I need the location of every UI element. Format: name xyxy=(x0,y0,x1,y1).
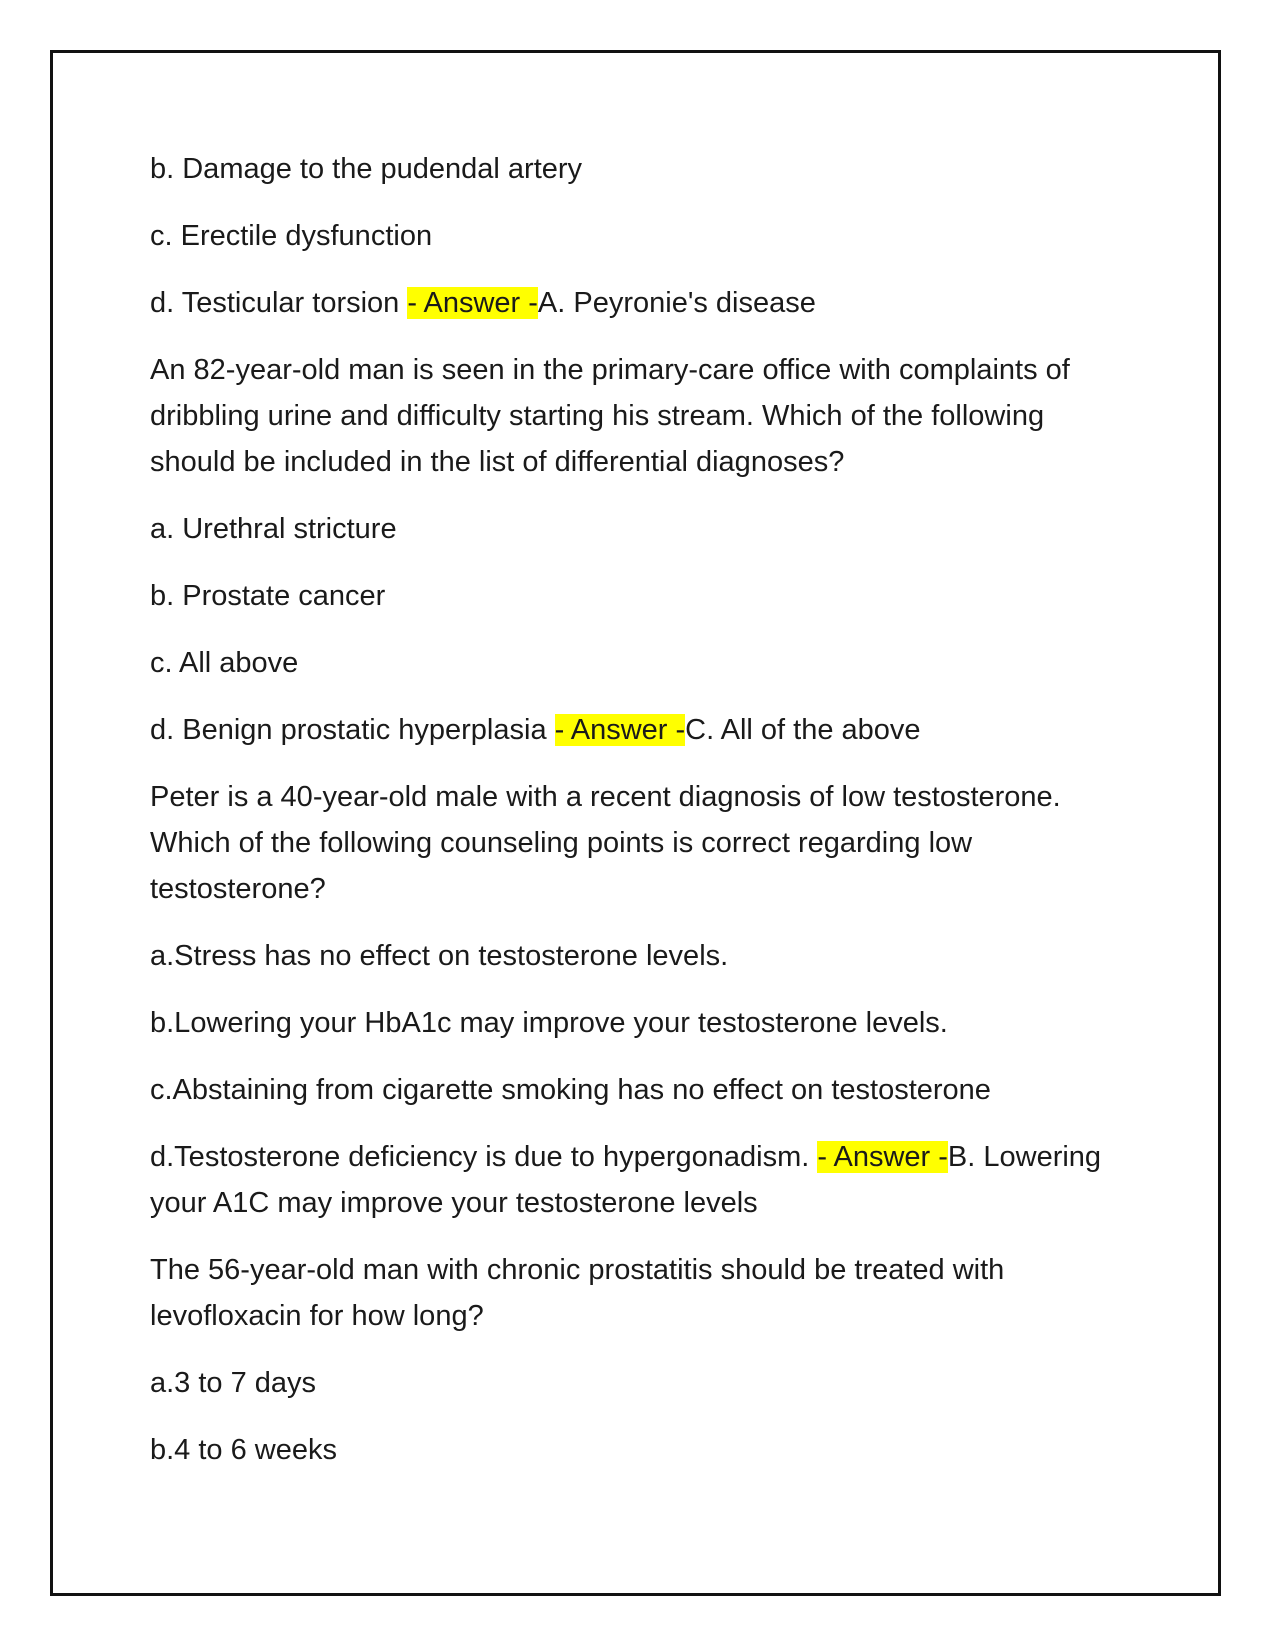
option-d-testicular-torsion xyxy=(150,280,1130,326)
option-d-bph xyxy=(150,707,1130,753)
answer-highlight: - Answer - xyxy=(554,714,686,746)
option-text: d. Benign prostatic hyperplasia xyxy=(150,714,555,746)
answer-highlight: - Answer - xyxy=(817,1141,948,1173)
option-c-erectile-dysfunction: c. Erectile dysfunction xyxy=(150,220,433,252)
option-b-prostate-cancer: b. Prostate cancer xyxy=(150,580,386,612)
answer-text: A. Peyronie's disease xyxy=(537,287,816,319)
question-chronic-prostatitis: The 56-year-old man with chronic prostatitis should be treated with levofloxacin for how long? xyxy=(150,1254,1005,1332)
question-low-testosterone: Peter is a 40-year-old male with a recent diagnosis of low testosterone. Which of the following counseling points is correct regarding low testosterone? xyxy=(150,781,1061,905)
answer-text: B. Lowering your A1C may improve your testosterone levels xyxy=(150,1141,1102,1219)
option-a-stress: a.Stress has no effect on testosterone levels. xyxy=(150,940,729,972)
document-body xyxy=(150,146,1130,1494)
option-b-hba1c: b.Lowering your HbA1c may improve your testosterone levels. xyxy=(150,1007,948,1039)
option-a-3-to-7-days: a.3 to 7 days xyxy=(150,1367,317,1399)
question-urinary-dribbling: An 82-year-old man is seen in the primary-care office with complaints of dribbling urine and difficulty starting his stream. Which of the following should be included in the list of differential diagnoses? xyxy=(150,354,1070,478)
option-d-hypergonadism xyxy=(150,1134,1130,1226)
answer-text: C. All of the above xyxy=(685,714,921,746)
option-b-pudendal-artery: b. Damage to the pudendal artery xyxy=(150,153,583,185)
option-a-urethral-stricture: a. Urethral stricture xyxy=(150,513,397,545)
option-c-all-above: c. All above xyxy=(150,647,299,679)
answer-highlight: - Answer - xyxy=(407,287,538,319)
option-b-4-to-6-weeks: b.4 to 6 weeks xyxy=(150,1434,337,1466)
option-c-smoking: c.Abstaining from cigarette smoking has no effect on testosterone xyxy=(150,1074,991,1106)
option-text: d. Testicular torsion xyxy=(150,287,408,319)
option-text: d.Testosterone deficiency is due to hypergonadism. xyxy=(150,1141,818,1173)
